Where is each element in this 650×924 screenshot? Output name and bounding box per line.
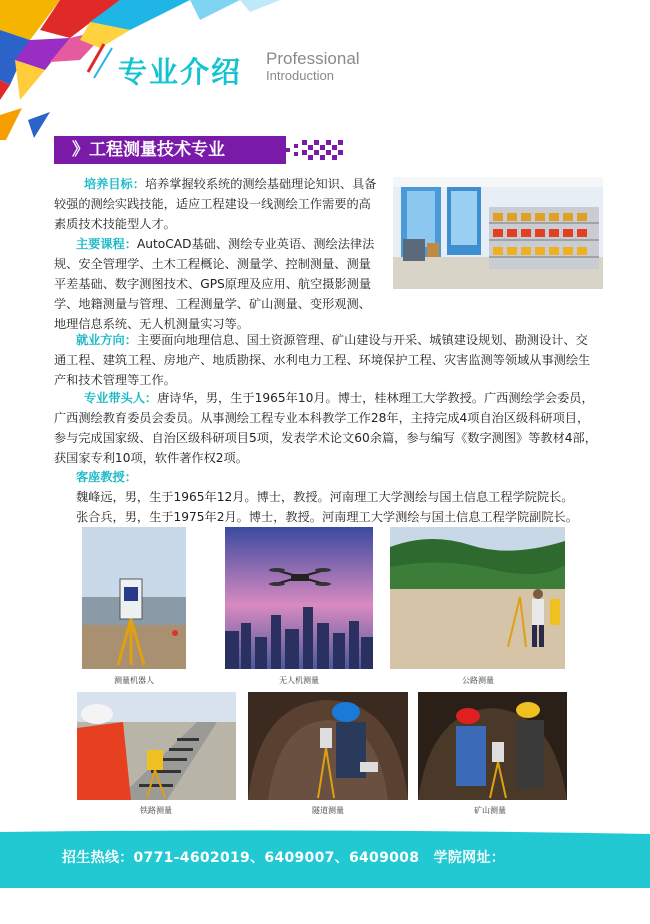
courses-section	[54, 234, 394, 334]
caption-road-survey: 公路测量	[462, 676, 494, 685]
goal-text-2: 较强的测绘实践技能，适应工程建设一线测绘工作需要的高	[54, 197, 371, 211]
courses-label: 主要课程：	[76, 237, 137, 251]
goal-label: 培养目标：	[84, 177, 145, 191]
photo-road-survey	[390, 527, 565, 669]
checker-decoration	[286, 136, 344, 164]
goal-section	[54, 174, 394, 234]
subtitle-line-2: Introduction	[266, 68, 334, 83]
leader-label: 专业带头人：	[84, 391, 158, 405]
leader-text-4: 获国家专利10项，软件著作权2项。	[54, 451, 248, 465]
subtitle-line-1: Professional	[266, 49, 360, 68]
page-subtitle	[266, 50, 360, 83]
guest-label: 客座教授：	[76, 470, 137, 484]
courses-text-4: 学、地籍测量与管理、工程测量学、矿山测量、变形观测、	[54, 297, 371, 311]
photo-railway-survey	[77, 692, 236, 800]
leader-text-2: 广西测绘教育委员会委员。从事测绘工程专业本科教学工作28年，主持完成4项自治区级科研项目，	[54, 411, 590, 425]
footer-contact: 招生热线：0771-4602019、6409007、6409008 学院网址：http://www.gxazy.com	[0, 836, 650, 888]
leader-text-1: 唐诗华，男，生于1965年10月。博士，桂林理工大学教授。广西测绘学会委员，	[157, 391, 594, 405]
lab-photo	[393, 177, 603, 289]
career-text-3: 产和技术管理等工作。	[54, 373, 176, 387]
photo-survey-robot	[82, 527, 186, 669]
photo-drone	[225, 527, 373, 669]
caption-tunnel-survey: 隧道测量	[312, 806, 344, 815]
caption-railway-survey: 铁路测量	[140, 806, 172, 815]
guest-2: 张合兵，男，生于1975年2月。博士，教授。河南理工大学测绘与国土信息工程学院副院长。	[76, 510, 578, 524]
career-label: 就业方向：	[76, 333, 137, 347]
career-text-2: 通工程、建筑工程、房地产、地质勘探、水利电力工程、环境保护工程、灾害监测等领域从事测绘生	[54, 353, 591, 367]
leader-section	[54, 388, 614, 468]
courses-text-5: 地理信息系统、无人机测量实习等。	[54, 317, 249, 331]
guest-section	[54, 467, 614, 527]
caption-survey-robot: 测量机器人	[114, 676, 154, 685]
career-text-1: 主要面向地理信息、国土资源管理、矿山建设与开采、城镇建设规划、勘测设计、交	[136, 333, 588, 347]
photo-mine-survey	[418, 692, 567, 800]
courses-text-1: AutoCAD基础、测绘专业英语、测绘法律法	[136, 237, 375, 251]
career-section	[54, 330, 614, 390]
leader-text-3: 参与完成国家级、自治区级科研项目5项，发表学术论文60余篇，参与编写《数字测图》等教材4部，	[54, 431, 597, 445]
caption-mine-survey: 矿山测量	[474, 806, 506, 815]
section-heading: 》工程测量技术专业	[54, 136, 286, 164]
photo-tunnel-survey	[248, 692, 408, 800]
goal-text-1: 培养掌握较系统的测绘基础理论知识、具备	[144, 177, 377, 191]
goal-text-3: 素质技术技能型人才。	[54, 217, 176, 231]
courses-text-3: 平差基础、数字测图技术、GPS原理及应用、航空摄影测量	[54, 277, 372, 291]
courses-text-2: 规、安全管理学、土木工程概论、测量学、控制测量、测量	[54, 257, 371, 271]
caption-drone: 无人机测量	[279, 676, 319, 685]
guest-1: 魏峰远，男，生于1965年12月。博士，教授。河南理工大学测绘与国土信息工程学院院长。	[76, 490, 574, 504]
page-title: 专业介绍	[118, 55, 243, 89]
